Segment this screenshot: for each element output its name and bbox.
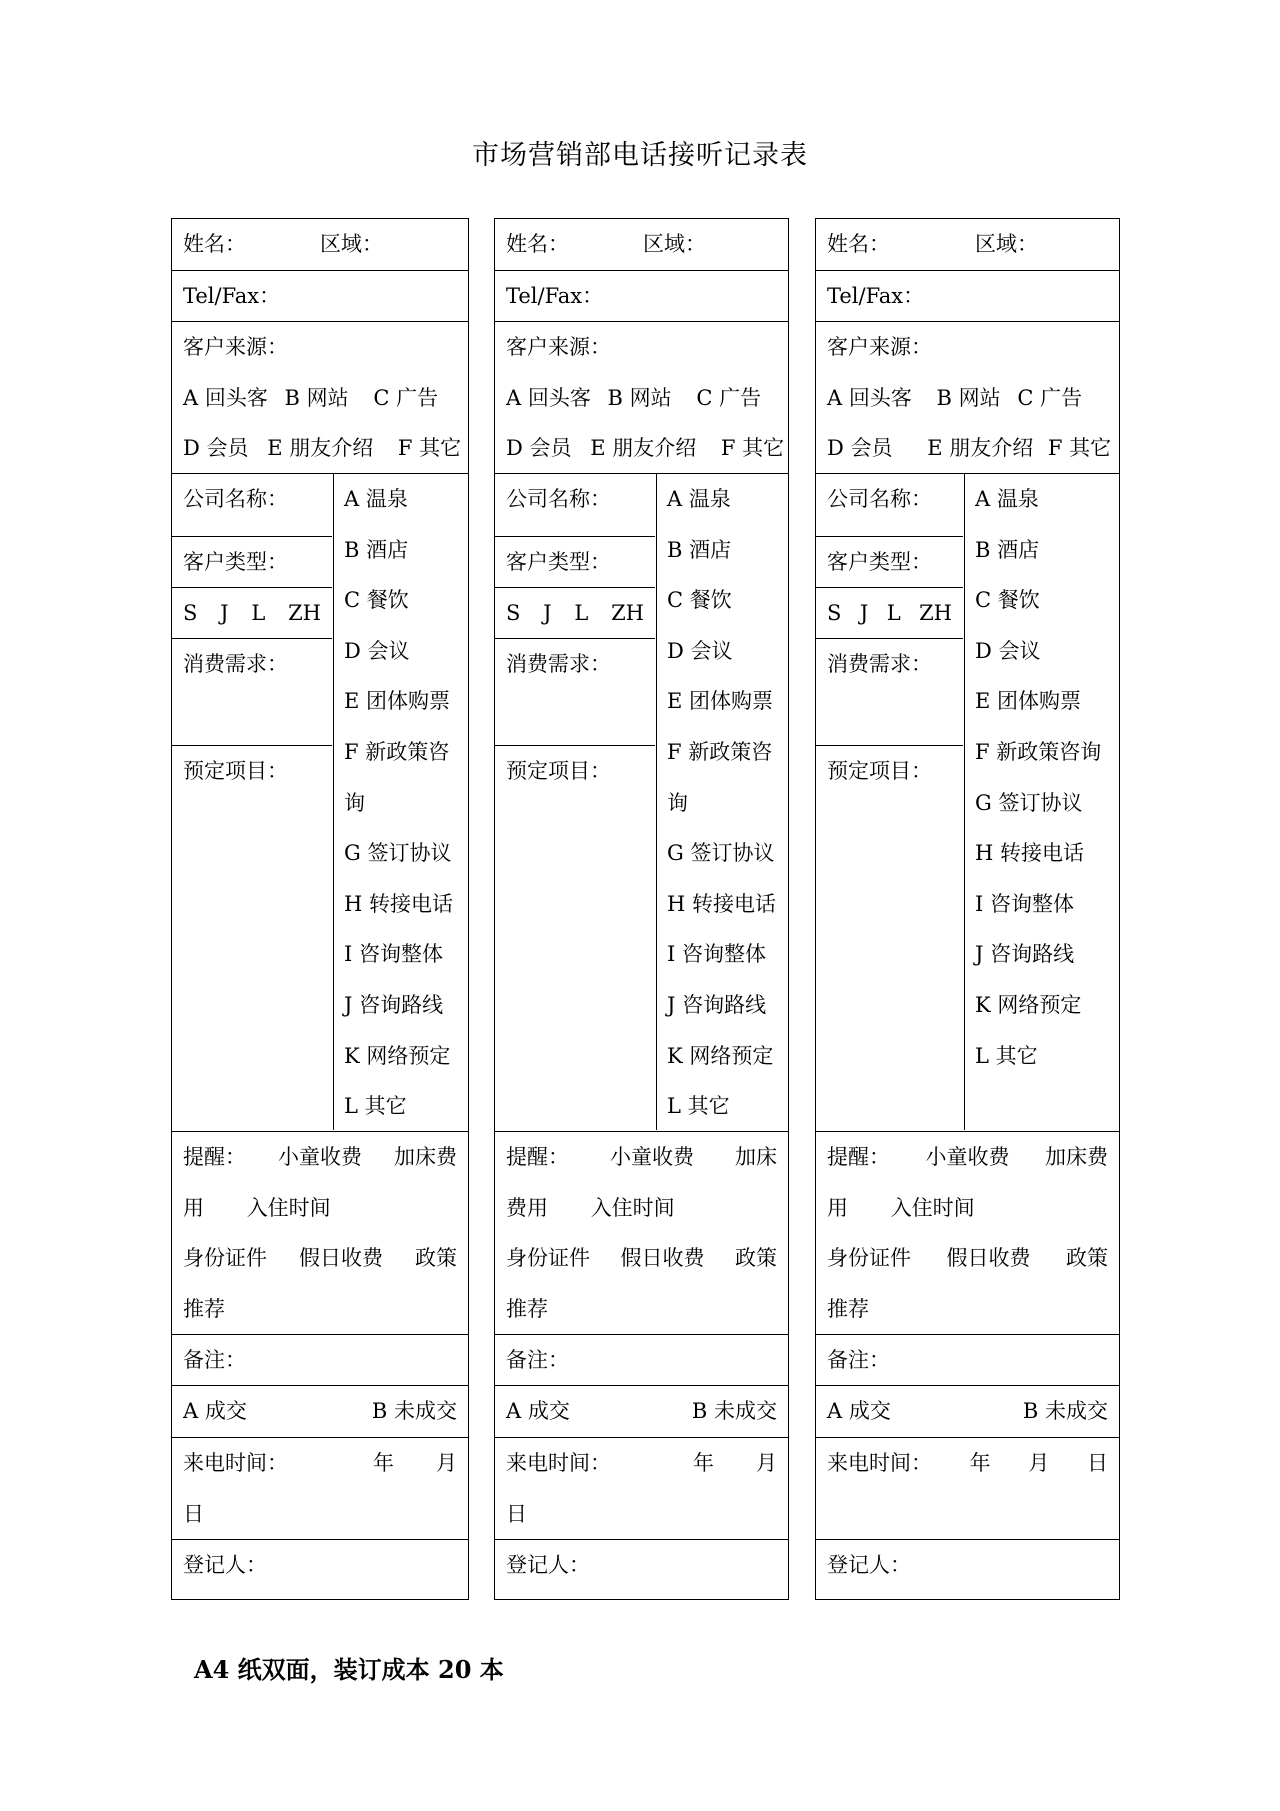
reminder-text: 提醒： xyxy=(506,1145,569,1169)
deal-option-a: A 成交 xyxy=(827,1399,891,1423)
reminder-text: 假日收费 xyxy=(946,1246,1031,1270)
call-time-label: 来电时间： xyxy=(827,1451,932,1475)
record-form-1 xyxy=(171,218,469,1600)
reminder-text: 用 xyxy=(183,1195,204,1220)
category-item: 询 xyxy=(667,790,688,815)
type-code: ZH xyxy=(288,601,321,625)
tel-label: Tel/Fax： xyxy=(183,284,281,308)
reminder-line xyxy=(506,1183,777,1234)
date-unit: 日 xyxy=(506,1501,527,1526)
reminder-text: 政策 xyxy=(735,1246,777,1270)
source-label: 客户来源： xyxy=(827,335,932,359)
name-region-row xyxy=(816,219,1119,271)
type-code: ZH xyxy=(919,601,952,625)
source-option: B 网站 xyxy=(284,385,349,410)
source-options-line2 xyxy=(506,423,785,474)
type-label: 客户类型： xyxy=(495,537,655,588)
call-time-line xyxy=(506,1489,777,1540)
notes-row xyxy=(816,1335,1119,1386)
registrar-row xyxy=(495,1540,788,1598)
source-row xyxy=(172,322,468,474)
category-item: F 新政策咨 xyxy=(344,739,450,764)
category-item: G 签订协议 xyxy=(975,790,1083,815)
reminder-line xyxy=(183,1284,457,1335)
category-item: C 餐饮 xyxy=(667,588,732,613)
call-time-line xyxy=(183,1438,457,1489)
date-unit: 年 xyxy=(373,1451,394,1475)
call-time-label: 来电时间： xyxy=(183,1451,288,1475)
left-fields xyxy=(172,474,334,1130)
category-item: A 温泉 xyxy=(975,487,1039,511)
demand-label: 消费需求： xyxy=(172,639,332,746)
reminder-text: 小童收费 xyxy=(925,1145,1010,1169)
date-unit: 月 xyxy=(756,1451,777,1475)
registrar-label: 登记人： xyxy=(506,1553,590,1577)
reminder-text: 小童收费 xyxy=(610,1145,694,1169)
call-time-label: 来电时间： xyxy=(506,1451,611,1475)
source-options-line1 xyxy=(183,373,457,424)
reminder-line xyxy=(827,1183,1108,1234)
category-item: A 温泉 xyxy=(667,487,731,511)
date-unit: 年 xyxy=(693,1451,714,1475)
region-label: 区域： xyxy=(320,232,383,256)
source-option: A 回头客 xyxy=(506,385,591,410)
reminder-text: 政策 xyxy=(415,1246,457,1270)
source-option: C 广告 xyxy=(696,385,762,410)
category-item: C 餐饮 xyxy=(975,588,1040,613)
category-item: B 酒店 xyxy=(344,537,409,562)
reminder-text: 加床 xyxy=(735,1145,777,1169)
reminder-text: 身份证件 xyxy=(183,1246,267,1270)
source-option: A 回头客 xyxy=(183,385,268,410)
registrar-row xyxy=(816,1540,1119,1598)
source-row xyxy=(816,322,1119,474)
notes-label: 备注： xyxy=(827,1348,890,1372)
reminder-text: 提醒： xyxy=(183,1145,246,1169)
source-option: E 朋友介绍 xyxy=(927,436,1034,460)
name-label: 姓名： xyxy=(183,232,246,256)
type-code: S xyxy=(183,601,198,625)
category-item: L 其它 xyxy=(667,1094,730,1119)
category-list xyxy=(334,474,468,1132)
source-option: C 广告 xyxy=(1017,385,1083,410)
date-unit: 年 xyxy=(969,1451,991,1475)
deal-option-b: B 未成交 xyxy=(1022,1399,1108,1423)
left-fields xyxy=(816,474,965,1130)
reminder-text: 政策 xyxy=(1066,1246,1108,1270)
reminder-line xyxy=(827,1284,1108,1335)
reminder-row xyxy=(816,1132,1119,1335)
category-item: L 其它 xyxy=(975,1043,1038,1068)
region-label: 区域： xyxy=(643,232,706,256)
source-options-line1 xyxy=(506,373,777,424)
registrar-row xyxy=(172,1540,468,1598)
category-item: B 酒店 xyxy=(975,537,1040,562)
demand-label: 消费需求： xyxy=(816,639,963,746)
type-code: ZH xyxy=(611,601,644,625)
category-item: I 咨询整体 xyxy=(975,891,1074,916)
source-option: E 朋友介绍 xyxy=(267,436,374,460)
reminder-text: 身份证件 xyxy=(827,1246,911,1270)
source-options-line2 xyxy=(827,423,1112,474)
notes-row xyxy=(495,1335,788,1386)
left-fields xyxy=(495,474,657,1130)
date-unit: 月 xyxy=(1028,1451,1050,1475)
type-code: L xyxy=(574,601,589,625)
type-code: L xyxy=(251,601,266,625)
category-item: A 温泉 xyxy=(344,487,408,511)
tel-row xyxy=(172,271,468,322)
company-label: 公司名称： xyxy=(172,474,332,537)
reminder-line xyxy=(827,1132,1108,1183)
tel-label: Tel/Fax： xyxy=(506,284,604,308)
company-section xyxy=(495,474,788,1132)
source-options-line2 xyxy=(183,423,462,474)
source-option: A 回头客 xyxy=(827,385,912,410)
source-option: D 会员 xyxy=(827,436,893,460)
reminder-text: 入住时间 xyxy=(246,1195,331,1220)
type-code: J xyxy=(220,601,229,625)
category-item: K 网络预定 xyxy=(975,992,1082,1017)
reminder-line xyxy=(506,1132,777,1183)
name-region-row xyxy=(172,219,468,271)
reminder-line xyxy=(827,1233,1108,1284)
reminder-text: 假日收费 xyxy=(620,1246,705,1270)
page-title: 市场营销部电话接听记录表 xyxy=(472,140,808,171)
category-item: K 网络预定 xyxy=(667,1043,774,1068)
category-item: E 团体购票 xyxy=(975,689,1082,714)
registrar-label: 登记人： xyxy=(183,1553,267,1577)
type-code: J xyxy=(859,601,869,625)
category-item: K 网络预定 xyxy=(344,1043,451,1068)
reminder-line xyxy=(183,1183,457,1234)
reminder-text: 推荐 xyxy=(506,1296,548,1321)
company-label: 公司名称： xyxy=(495,474,655,537)
name-label: 姓名： xyxy=(827,232,890,256)
category-item: L 其它 xyxy=(344,1094,407,1119)
reminder-text: 费用 xyxy=(506,1195,548,1220)
deal-row xyxy=(495,1386,788,1438)
type-label: 客户类型： xyxy=(816,537,963,588)
reminder-text: 加床费 xyxy=(1045,1145,1108,1169)
reminder-line xyxy=(506,1284,777,1335)
name-region-row xyxy=(495,219,788,271)
call-time-row xyxy=(816,1438,1119,1540)
type-code: S xyxy=(506,601,521,625)
type-codes xyxy=(816,588,963,639)
deal-option-b: B 未成交 xyxy=(691,1399,777,1423)
source-option: F 其它 xyxy=(720,436,785,460)
booking-label: 预定项目： xyxy=(827,759,932,783)
category-item: E 团体购票 xyxy=(667,689,774,714)
company-section xyxy=(172,474,468,1132)
category-item: E 团体购票 xyxy=(344,689,451,714)
reminder-text: 入住时间 xyxy=(590,1195,675,1220)
tel-label: Tel/Fax： xyxy=(827,284,925,308)
call-time-row xyxy=(495,1438,788,1540)
demand-label: 消费需求： xyxy=(495,639,655,746)
region-label: 区域： xyxy=(975,232,1038,256)
reminder-text: 推荐 xyxy=(183,1296,225,1321)
date-unit: 日 xyxy=(1086,1451,1108,1475)
call-time-row xyxy=(172,1438,468,1540)
type-code: L xyxy=(886,601,901,625)
category-item: H 转接电话 xyxy=(667,891,776,916)
category-item: J 咨询路线 xyxy=(975,942,1075,967)
source-option: F 其它 xyxy=(1047,436,1112,460)
category-item: F 新政策咨询 xyxy=(975,739,1102,764)
record-form-3 xyxy=(815,218,1120,1600)
call-time-line xyxy=(506,1438,777,1489)
booking-label: 预定项目： xyxy=(183,759,288,783)
category-item: J 咨询路线 xyxy=(344,992,444,1017)
deal-option-b: B 未成交 xyxy=(371,1399,457,1423)
type-code: S xyxy=(827,601,842,625)
source-label: 客户来源： xyxy=(183,335,288,359)
reminder-line xyxy=(506,1233,777,1284)
source-row xyxy=(495,322,788,474)
reminder-text: 身份证件 xyxy=(506,1246,590,1270)
category-item: G 签订协议 xyxy=(667,841,775,866)
notes-row xyxy=(172,1335,468,1386)
category-item: H 转接电话 xyxy=(344,891,453,916)
reminder-text: 推荐 xyxy=(827,1296,869,1321)
reminder-line xyxy=(183,1233,457,1284)
company-section xyxy=(816,474,1119,1132)
source-option: C 广告 xyxy=(373,385,439,410)
category-list xyxy=(657,474,788,1132)
reminder-text: 提醒： xyxy=(827,1145,890,1169)
source-label: 客户来源： xyxy=(506,335,611,359)
company-label: 公司名称： xyxy=(816,474,963,537)
date-unit: 日 xyxy=(183,1501,204,1526)
category-list xyxy=(965,474,1119,1081)
call-time-line xyxy=(183,1489,457,1540)
category-item: I 咨询整体 xyxy=(667,942,766,967)
reminder-text: 入住时间 xyxy=(890,1195,975,1220)
footnote: A4 纸双面，装订成本 20 本 xyxy=(194,1655,504,1684)
category-item: F 新政策咨 xyxy=(667,739,773,764)
booking-label: 预定项目： xyxy=(506,759,611,783)
type-codes xyxy=(172,588,332,639)
reminder-row xyxy=(495,1132,788,1335)
call-time-line xyxy=(827,1438,1108,1489)
category-item: D 会议 xyxy=(344,638,410,663)
category-item: D 会议 xyxy=(975,638,1041,663)
tel-row xyxy=(816,271,1119,322)
reminder-text: 假日收费 xyxy=(299,1246,383,1270)
reminder-text: 加床费 xyxy=(394,1145,457,1169)
tel-row xyxy=(495,271,788,322)
record-form-2 xyxy=(494,218,789,1600)
call-time-line xyxy=(827,1489,1108,1540)
reminder-line xyxy=(183,1132,457,1183)
reminder-text: 用 xyxy=(827,1195,848,1220)
notes-label: 备注： xyxy=(183,1348,246,1372)
reminder-text: 小童收费 xyxy=(278,1145,362,1169)
category-item: 询 xyxy=(344,790,365,815)
source-option: B 网站 xyxy=(607,385,672,410)
category-item: I 咨询整体 xyxy=(344,942,443,967)
deal-option-a: A 成交 xyxy=(506,1399,570,1423)
type-code: J xyxy=(543,601,552,625)
source-option: E 朋友介绍 xyxy=(590,436,697,460)
type-codes xyxy=(495,588,655,639)
registrar-label: 登记人： xyxy=(827,1553,911,1577)
category-item: G 签订协议 xyxy=(344,841,452,866)
deal-row xyxy=(816,1386,1119,1438)
deal-option-a: A 成交 xyxy=(183,1399,247,1423)
category-item: H 转接电话 xyxy=(975,841,1084,866)
notes-label: 备注： xyxy=(506,1348,569,1372)
source-option: D 会员 xyxy=(506,436,572,460)
category-item: B 酒店 xyxy=(667,537,732,562)
deal-row xyxy=(172,1386,468,1438)
name-label: 姓名： xyxy=(506,232,569,256)
source-option: F 其它 xyxy=(397,436,462,460)
date-unit: 月 xyxy=(436,1451,457,1475)
category-item: J 咨询路线 xyxy=(667,992,767,1017)
source-option: B 网站 xyxy=(936,385,1001,410)
category-item: D 会议 xyxy=(667,638,733,663)
type-label: 客户类型： xyxy=(172,537,332,588)
category-item: C 餐饮 xyxy=(344,588,409,613)
source-option: D 会员 xyxy=(183,436,249,460)
reminder-row xyxy=(172,1132,468,1335)
source-options-line1 xyxy=(827,373,1108,424)
